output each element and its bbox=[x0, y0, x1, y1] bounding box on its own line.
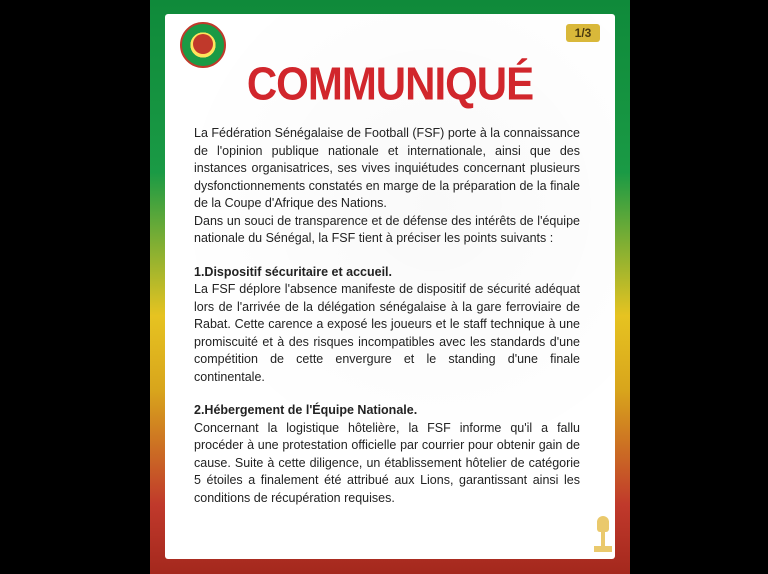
section-heading: 1.Dispositif sécuritaire et accueil. bbox=[194, 264, 392, 279]
intro-paragraph-2: Dans un souci de transparence et de défense des intérêts de l'équipe nationale du Sénégal, la FSF tient à préciser les points suivants : bbox=[194, 213, 580, 245]
trophy-bowl bbox=[597, 516, 609, 532]
trophy-base bbox=[594, 546, 612, 552]
spacer bbox=[194, 386, 580, 402]
afcon-trophy-icon bbox=[590, 516, 616, 564]
spacer bbox=[194, 248, 580, 264]
communique-poster bbox=[150, 0, 630, 574]
page-title: COMMUNIQUÉ bbox=[246, 57, 534, 110]
fsf-crest-icon bbox=[180, 22, 226, 68]
section-heading: 2.Hébergement de l'Équipe Nationale. bbox=[194, 403, 418, 417]
page-indicator: 1/3 bbox=[566, 24, 600, 42]
section-text: Concernant la logistique hôtelière, la FSF informe qu'il a fallu procéder à une protestation officielle par courrier pour obtenir gain de cause. Suite à cette diligence, un établissement hôtelier de catégorie 5 étoiles a finalement été attribué aux Lions, garantissant ainsi les conditions de récupération requises. bbox=[194, 420, 580, 505]
intro-paragraph: La Fédération Sénégalaise de Football (FSF) porte à la connaissance de l'opinion publique nationale et internationale, ainsi que des instances organisatrices, ses vives inquiétudes concernant plusieurs dysfonctionnements constatés en marge de la préparation de la finale de la Coupe d'Afrique des Nations. bbox=[194, 126, 580, 210]
section-text: La FSF déplore l'absence manifeste de dispositif de sécurité adéquat lors de l'arrivée de la délégation sénégalaise à la gare ferroviaire de Rabat. Cette carence a exposé les joueurs et le staff technique à une promiscuité et à des risques incompatibles avec les standards d'une compétition de cette envergure et le standing d'une finale continentale. bbox=[194, 282, 580, 384]
lion-emblem-icon bbox=[193, 34, 213, 54]
communique-body bbox=[194, 125, 580, 507]
footer-logo-text: CAF bbox=[596, 554, 610, 560]
trophy-stem bbox=[601, 532, 605, 546]
